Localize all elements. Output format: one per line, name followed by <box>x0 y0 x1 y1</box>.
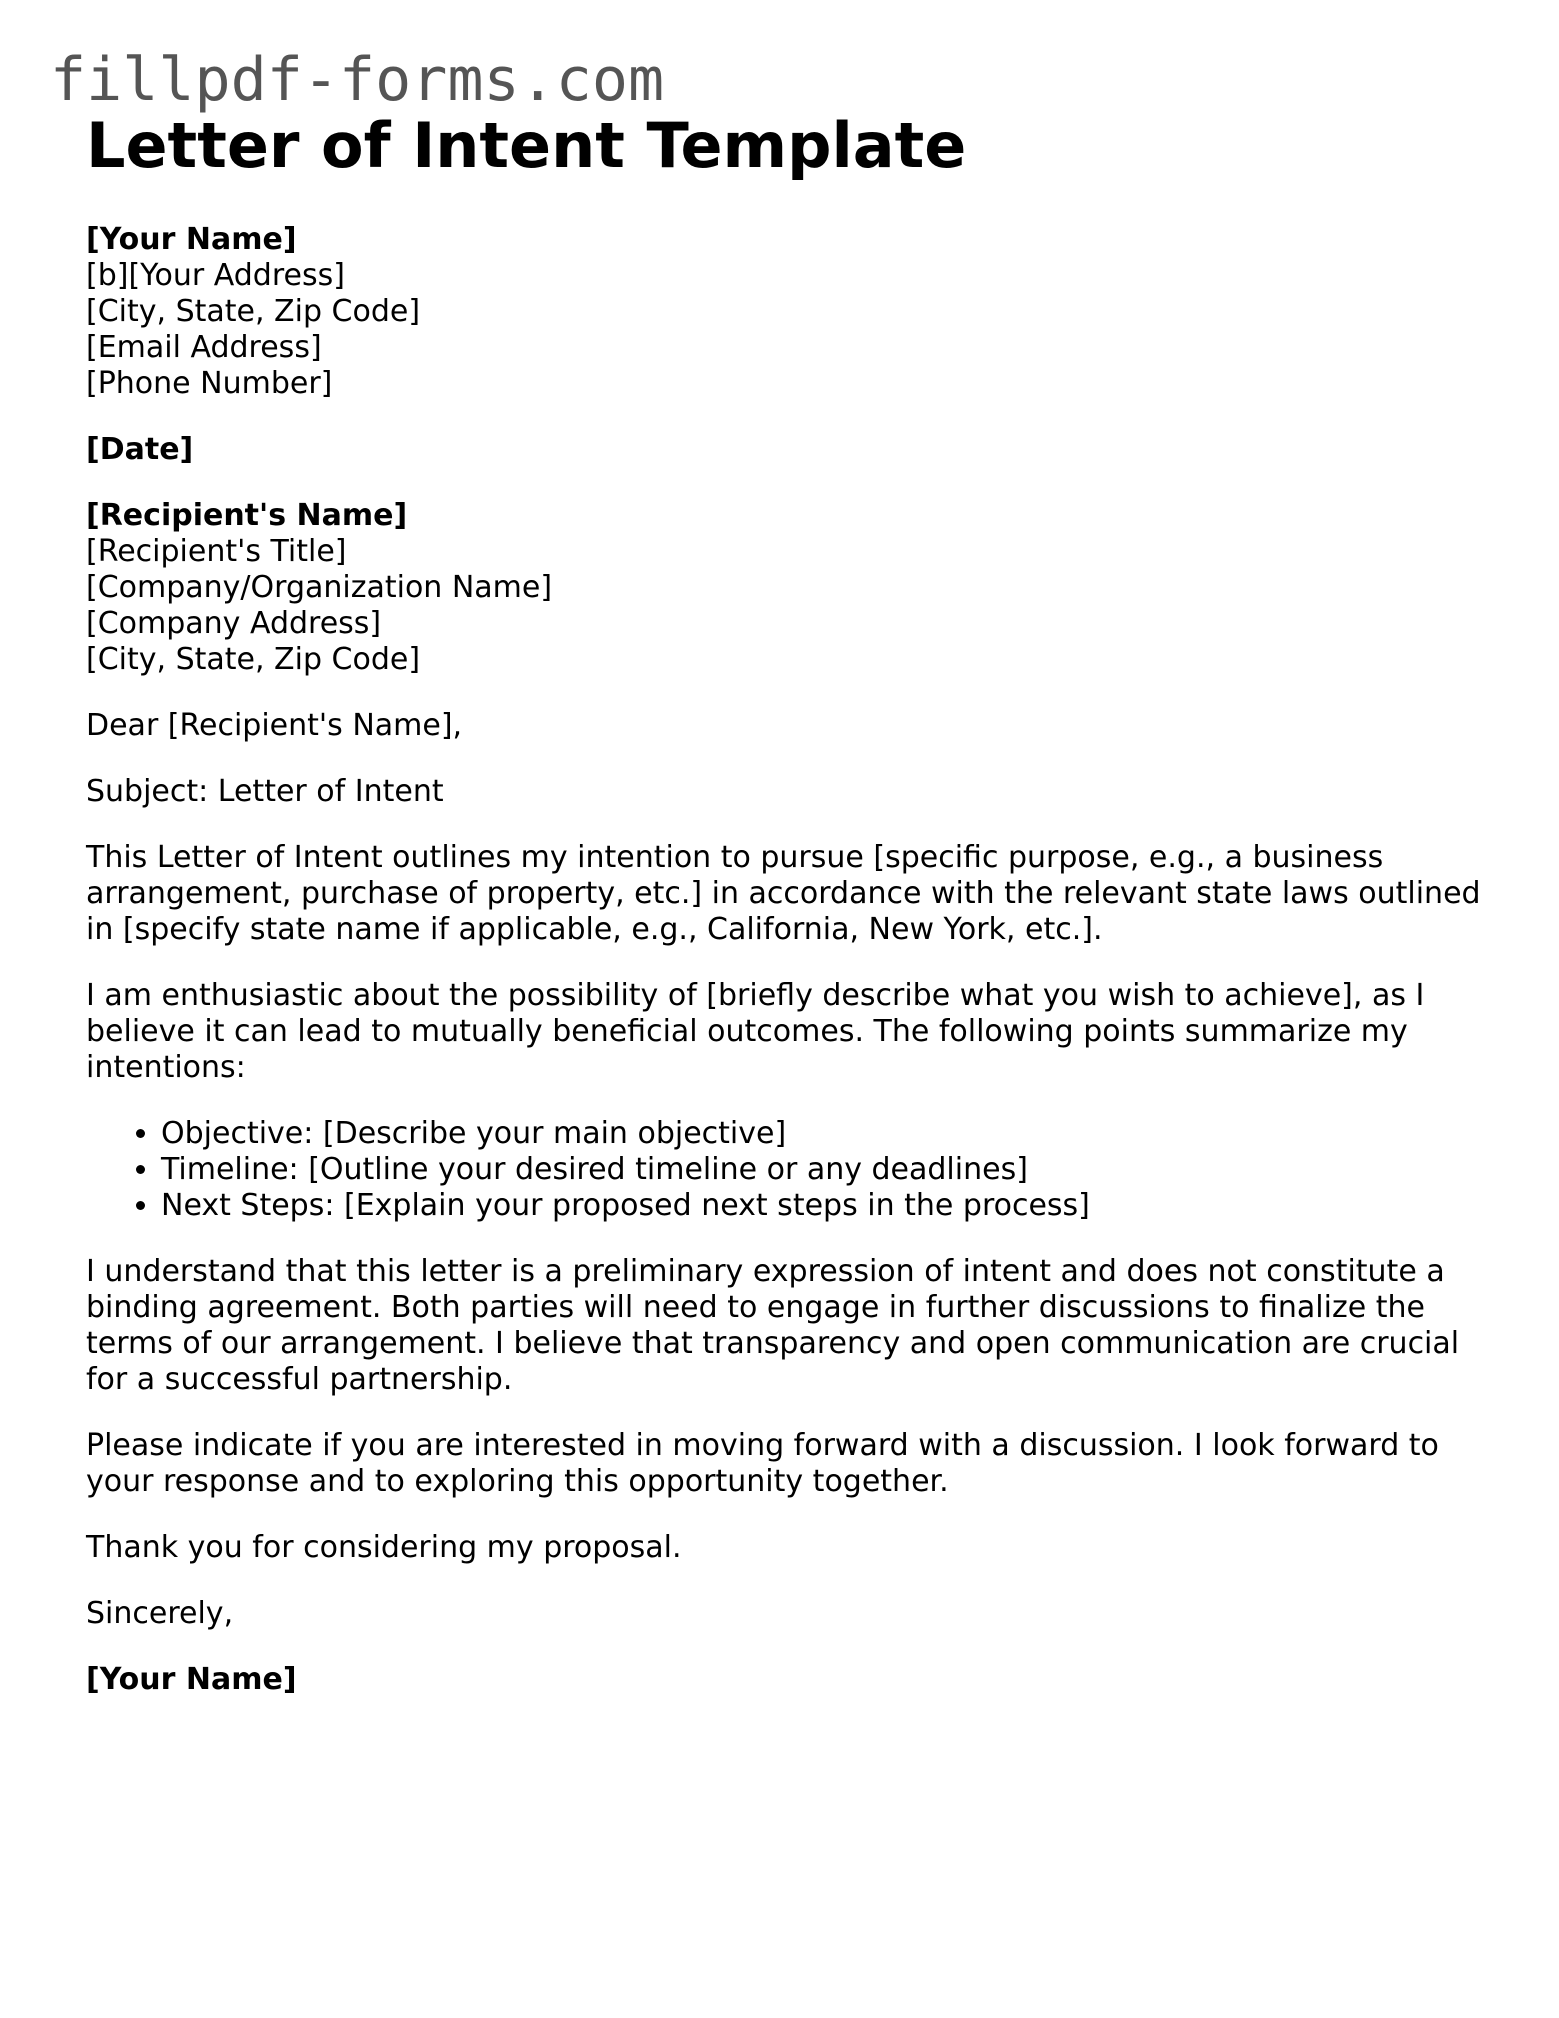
recipient-address: [Company Address] <box>86 606 382 641</box>
paragraph-request: Please indicate if you are interested in moving forward with a discussion. I look forward to your response and to exploring this opportunity together. <box>86 1428 1439 1499</box>
list-item-objective: • Objective: [Describe your main objective] <box>161 1116 1486 1152</box>
sender-phone: [Phone Number] <box>86 366 333 401</box>
letter-date: [Date] <box>86 432 194 467</box>
paragraph-purpose: This Letter of Intent outlines my intention to pursue [specific purpose, e.g., a business arrangement, purchase of property, etc.] in accordance with the relevant state laws outlined in [specify state name if applicable, e.g., California, New York, etc.]. <box>86 840 1481 947</box>
recipient-title: [Recipient's Title] <box>86 534 347 569</box>
sender-email: [Email Address] <box>86 330 322 365</box>
signature-name: [Your Name] <box>86 1662 297 1697</box>
subject-line: Subject: Letter of Intent <box>86 774 444 809</box>
intentions-list <box>86 1116 1486 1224</box>
recipient-block <box>86 498 1486 678</box>
letter-page <box>86 106 1486 1698</box>
list-item-timeline: • Timeline: [Outline your desired timeline or any deadlines] <box>161 1152 1486 1188</box>
salutation: Dear [Recipient's Name], <box>86 708 463 743</box>
paragraph-thanks: Thank you for considering my proposal. <box>86 1530 682 1565</box>
page-title: Letter of Intent Template <box>86 109 967 182</box>
recipient-company: [Company/Organization Name] <box>86 570 553 605</box>
recipient-name: [Recipient's Name] <box>86 498 408 533</box>
sender-city: [City, State, Zip Code] <box>86 294 421 329</box>
paragraph-preliminary: I understand that this letter is a preliminary expression of intent and does not constitute a binding agreement. Both parties will need to engage in further discussions to finalize the terms of our arrangement. I believe that transparency and open communication are crucial for a successful partnership. <box>86 1254 1460 1397</box>
sender-address: [b][Your Address] <box>86 258 345 293</box>
list-item-next-steps: • Next Steps: [Explain your proposed next steps in the process] <box>161 1188 1486 1224</box>
closing: Sincerely, <box>86 1596 234 1631</box>
sender-block <box>86 222 1486 402</box>
sender-name: [Your Name] <box>86 222 297 257</box>
recipient-city: [City, State, Zip Code] <box>86 642 421 677</box>
paragraph-enthusiasm: I am enthusiastic about the possibility of [briefly describe what you wish to achieve], as I believe it can lead to mutually beneficial outcomes. The following points summarize my intentions: <box>86 978 1425 1085</box>
watermark-text: fillpdf-forms.com <box>50 45 665 115</box>
